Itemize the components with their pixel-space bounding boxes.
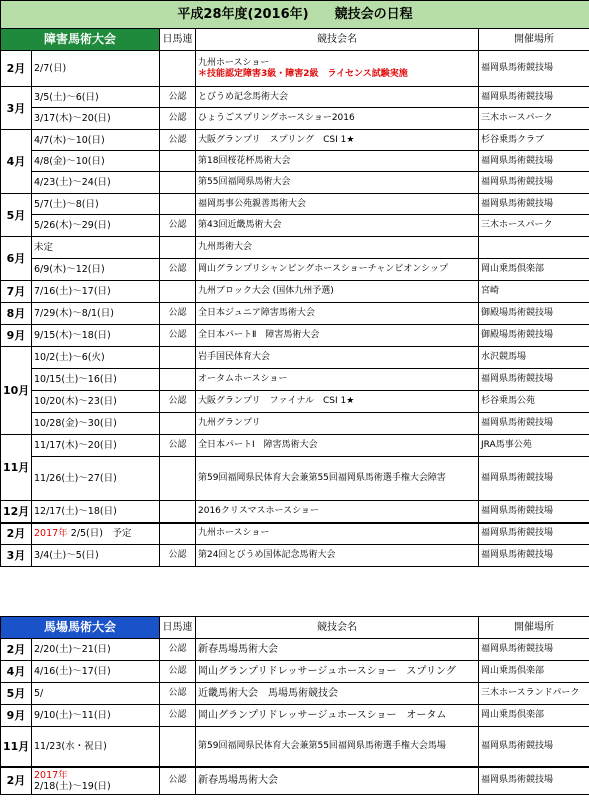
month-cell: 3月 — [1, 87, 32, 130]
date-cell: 5/ — [32, 683, 160, 705]
date-cell: 10/20(木)～23(日) — [32, 391, 160, 413]
table-row — [1, 369, 589, 391]
event-cell: 全日本パートⅡ 障害馬術大会 — [196, 325, 479, 347]
date-cell: 12/17(土)～18(日) — [32, 501, 160, 523]
table-row — [1, 767, 589, 795]
table-row — [1, 194, 589, 215]
official-cell: 公認 — [160, 108, 196, 130]
venue-cell: 福岡県馬術競技場 — [479, 727, 589, 767]
date-cell: 10/28(金)～30(日) — [32, 413, 160, 435]
event-cell — [196, 51, 479, 87]
table-row — [1, 639, 589, 661]
venue-cell: 福岡県馬術競技場 — [479, 767, 589, 795]
table-row — [1, 87, 589, 108]
table-row — [1, 413, 589, 435]
dressage-header: 馬場馬術大会 — [1, 617, 160, 639]
venue-cell: 宮崎 — [479, 281, 589, 303]
event-cell: とびうめ記念馬術大会 — [196, 87, 479, 108]
date-cell: 3/4(土)～5(日) — [32, 545, 160, 567]
month-cell: 9月 — [1, 325, 32, 347]
table-row — [1, 325, 589, 347]
table-row — [1, 259, 589, 281]
date-cell: 3/17(木)～20(日) — [32, 108, 160, 130]
date-cell: 11/17(木)～20(日) — [32, 435, 160, 457]
month-cell: 5月 — [1, 683, 32, 705]
date-cell: 未定 — [32, 237, 160, 259]
date-cell: 11/23(水・祝日) — [32, 727, 160, 767]
venue-cell: 岡山乗馬倶楽部 — [479, 259, 589, 281]
event-cell: 近畿馬術大会 馬場馬術競技会 — [196, 683, 479, 705]
month-cell: 2月 — [1, 51, 32, 87]
date-cell: 4/16(土)～17(日) — [32, 661, 160, 683]
month-cell: 5月 — [1, 194, 32, 237]
official-cell: 公認 — [160, 683, 196, 705]
event-cell: 九州ブロック大会 (国体九州予選) — [196, 281, 479, 303]
venue-cell: 御殿場馬術競技場 — [479, 303, 589, 325]
official-cell: 公認 — [160, 435, 196, 457]
venue-cell: 御殿場馬術競技場 — [479, 325, 589, 347]
venue-cell: 福岡県馬術競技場 — [479, 51, 589, 87]
official-column-header: 日馬連 — [160, 29, 196, 51]
table-row — [1, 281, 589, 303]
table-row — [1, 523, 589, 545]
venue-cell: 三木ホースランドパーク — [479, 683, 589, 705]
official-cell — [160, 172, 196, 194]
table-row — [1, 705, 589, 727]
month-cell: 3月 — [1, 545, 32, 567]
event-name: 九州ホースショー — [198, 57, 270, 68]
table-row — [1, 172, 589, 194]
date-cell: 9/10(土)～11(日) — [32, 705, 160, 727]
table-row — [1, 457, 589, 501]
month-cell: 10月 — [1, 347, 32, 435]
official-cell — [160, 523, 196, 545]
date-cell: 7/16(土)～17(日) — [32, 281, 160, 303]
official-cell — [160, 727, 196, 767]
official-cell — [160, 194, 196, 215]
date-text: 2/18(土)～19(日) — [34, 780, 111, 792]
date-cell: 11/26(土)～27(日) — [32, 457, 160, 501]
dressage-table — [0, 616, 589, 795]
table-row — [1, 727, 589, 767]
month-cell: 9月 — [1, 705, 32, 727]
official-cell: 公認 — [160, 259, 196, 281]
event-cell: 九州ホースショー — [196, 523, 479, 545]
event-cell: 第24回とびうめ国体記念馬術大会 — [196, 545, 479, 567]
official-cell: 公認 — [160, 391, 196, 413]
month-cell: 8月 — [1, 303, 32, 325]
date-cell — [32, 767, 160, 795]
table-row — [1, 683, 589, 705]
event-cell: オータムホースショー — [196, 369, 479, 391]
official-cell — [160, 347, 196, 369]
table-row — [1, 501, 589, 523]
event-cell: 岡山グランプリドレッサージュホースショー スプリング — [196, 661, 479, 683]
year-label: 2017年 — [34, 528, 68, 540]
date-cell: 10/2(土)～6(火) — [32, 347, 160, 369]
date-cell: 5/26(木)～29(日) — [32, 215, 160, 237]
venue-cell: JRA馬事公苑 — [479, 435, 589, 457]
event-cell: 大阪グランプリ スプリング CSI 1★ — [196, 130, 479, 151]
event-cell: 福岡馬事公苑親善馬術大会 — [196, 194, 479, 215]
event-cell: 第59回福岡県民体育大会兼第55回福岡県馬術選手権大会障害 — [196, 457, 479, 501]
official-cell — [160, 151, 196, 172]
event-cell: 岩手国民体育大会 — [196, 347, 479, 369]
official-cell: 公認 — [160, 545, 196, 567]
official-cell — [160, 413, 196, 435]
month-cell: 12月 — [1, 501, 32, 523]
event-cell: 第43回近畿馬術大会 — [196, 215, 479, 237]
official-cell — [160, 281, 196, 303]
month-cell: 6月 — [1, 237, 32, 281]
month-cell: 11月 — [1, 727, 32, 767]
venue-cell: 三木ホースパーク — [479, 215, 589, 237]
table-row — [1, 51, 589, 87]
venue-cell — [479, 237, 589, 259]
table-row — [1, 215, 589, 237]
date-cell: 4/7(木)～10(日) — [32, 130, 160, 151]
event-cell: 岡山グランプリシャンピングホースショーチャンピオンシップ — [196, 259, 479, 281]
table-row — [1, 130, 589, 151]
official-cell: 公認 — [160, 87, 196, 108]
table-row — [1, 303, 589, 325]
official-cell — [160, 369, 196, 391]
date-cell: 4/8(金)～10(日) — [32, 151, 160, 172]
venue-cell: 福岡県馬術競技場 — [479, 523, 589, 545]
official-cell: 公認 — [160, 303, 196, 325]
event-cell: 新春馬場馬術大会 — [196, 639, 479, 661]
table-row — [1, 347, 589, 369]
event-column-header: 競技会名 — [196, 29, 479, 51]
official-cell: 公認 — [160, 705, 196, 727]
event-cell: 第18回桜花杯馬術大会 — [196, 151, 479, 172]
table-row — [1, 108, 589, 130]
venue-cell: 福岡県馬術競技場 — [479, 457, 589, 501]
venue-cell: 杉谷乗馬公苑 — [479, 391, 589, 413]
venue-cell: 福岡県馬術競技場 — [479, 545, 589, 567]
official-cell — [160, 501, 196, 523]
month-cell: 4月 — [1, 130, 32, 194]
official-cell — [160, 237, 196, 259]
table-row — [1, 391, 589, 413]
venue-cell: 福岡県馬術競技場 — [479, 194, 589, 215]
venue-cell: 三木ホースパーク — [479, 108, 589, 130]
venue-column-header: 開催場所 — [479, 617, 589, 639]
date-cell: 2/7(日) — [32, 51, 160, 87]
event-cell: 岡山グランプリドレッサージュホースショー オータム — [196, 705, 479, 727]
official-column-header: 日馬連 — [160, 617, 196, 639]
official-cell — [160, 457, 196, 501]
month-cell: 2月 — [1, 523, 32, 545]
license-exam-note: ＊技能認定障害3級・障害2級 ライセンス試験実施 — [198, 68, 408, 79]
venue-cell: 水沢競馬場 — [479, 347, 589, 369]
table-row — [1, 151, 589, 172]
venue-cell: 福岡県馬術競技場 — [479, 151, 589, 172]
official-cell: 公認 — [160, 767, 196, 795]
venue-column-header: 開催場所 — [479, 29, 589, 51]
venue-cell: 福岡県馬術競技場 — [479, 172, 589, 194]
show-jumping-header: 障害馬術大会 — [1, 29, 160, 51]
venue-cell: 福岡県馬術競技場 — [479, 501, 589, 523]
date-cell: 2/20(土)～21(日) — [32, 639, 160, 661]
event-cell: 九州グランプリ — [196, 413, 479, 435]
venue-cell: 福岡県馬術競技場 — [479, 87, 589, 108]
month-cell: 4月 — [1, 661, 32, 683]
venue-cell: 福岡県馬術競技場 — [479, 369, 589, 391]
official-cell: 公認 — [160, 215, 196, 237]
month-cell: 2月 — [1, 767, 32, 795]
event-cell: 大阪グランプリ ファイナル CSI 1★ — [196, 391, 479, 413]
event-cell: 新春馬場馬術大会 — [196, 767, 479, 795]
date-cell: 9/15(木)～18(日) — [32, 325, 160, 347]
date-cell: 10/15(土)～16(日) — [32, 369, 160, 391]
year-label: 2017年 — [34, 769, 68, 781]
table-row — [1, 661, 589, 683]
event-cell: 2016クリスマスホースショー — [196, 501, 479, 523]
official-cell: 公認 — [160, 130, 196, 151]
official-cell — [160, 51, 196, 87]
event-cell: 全日本ジュニア障害馬術大会 — [196, 303, 479, 325]
venue-cell: 福岡県馬術競技場 — [479, 413, 589, 435]
venue-cell: 杉谷乗馬クラブ — [479, 130, 589, 151]
month-cell: 7月 — [1, 281, 32, 303]
official-cell: 公認 — [160, 661, 196, 683]
month-cell: 11月 — [1, 435, 32, 501]
date-cell: 6/9(木)～12(日) — [32, 259, 160, 281]
event-cell: 九州馬術大会 — [196, 237, 479, 259]
event-cell: ひょうごスプリングホースショー2016 — [196, 108, 479, 130]
date-cell: 3/5(土)～6(日) — [32, 87, 160, 108]
venue-cell: 福岡県馬術競技場 — [479, 639, 589, 661]
table-row — [1, 435, 589, 457]
event-cell: 第59回福岡県民体育大会兼第55回福岡県馬術選手権大会馬場 — [196, 727, 479, 767]
venue-cell: 岡山乗馬倶楽部 — [479, 661, 589, 683]
table-row — [1, 237, 589, 259]
venue-cell: 岡山乗馬倶楽部 — [479, 705, 589, 727]
event-column-header: 競技会名 — [196, 617, 479, 639]
page-title: 平成28年度(2016年) 競技会の日程 — [1, 1, 589, 29]
date-cell — [32, 523, 160, 545]
official-cell: 公認 — [160, 325, 196, 347]
date-cell: 5/7(土)～8(日) — [32, 194, 160, 215]
month-cell: 2月 — [1, 639, 32, 661]
date-cell: 4/23(土)～24(日) — [32, 172, 160, 194]
date-text: 2/5(日) 予定 — [70, 528, 132, 540]
official-cell: 公認 — [160, 639, 196, 661]
event-cell: 第55回福岡県馬術大会 — [196, 172, 479, 194]
event-cell: 全日本パートⅠ 障害馬術大会 — [196, 435, 479, 457]
date-cell: 7/29(木)～8/1(日) — [32, 303, 160, 325]
table-row — [1, 545, 589, 567]
